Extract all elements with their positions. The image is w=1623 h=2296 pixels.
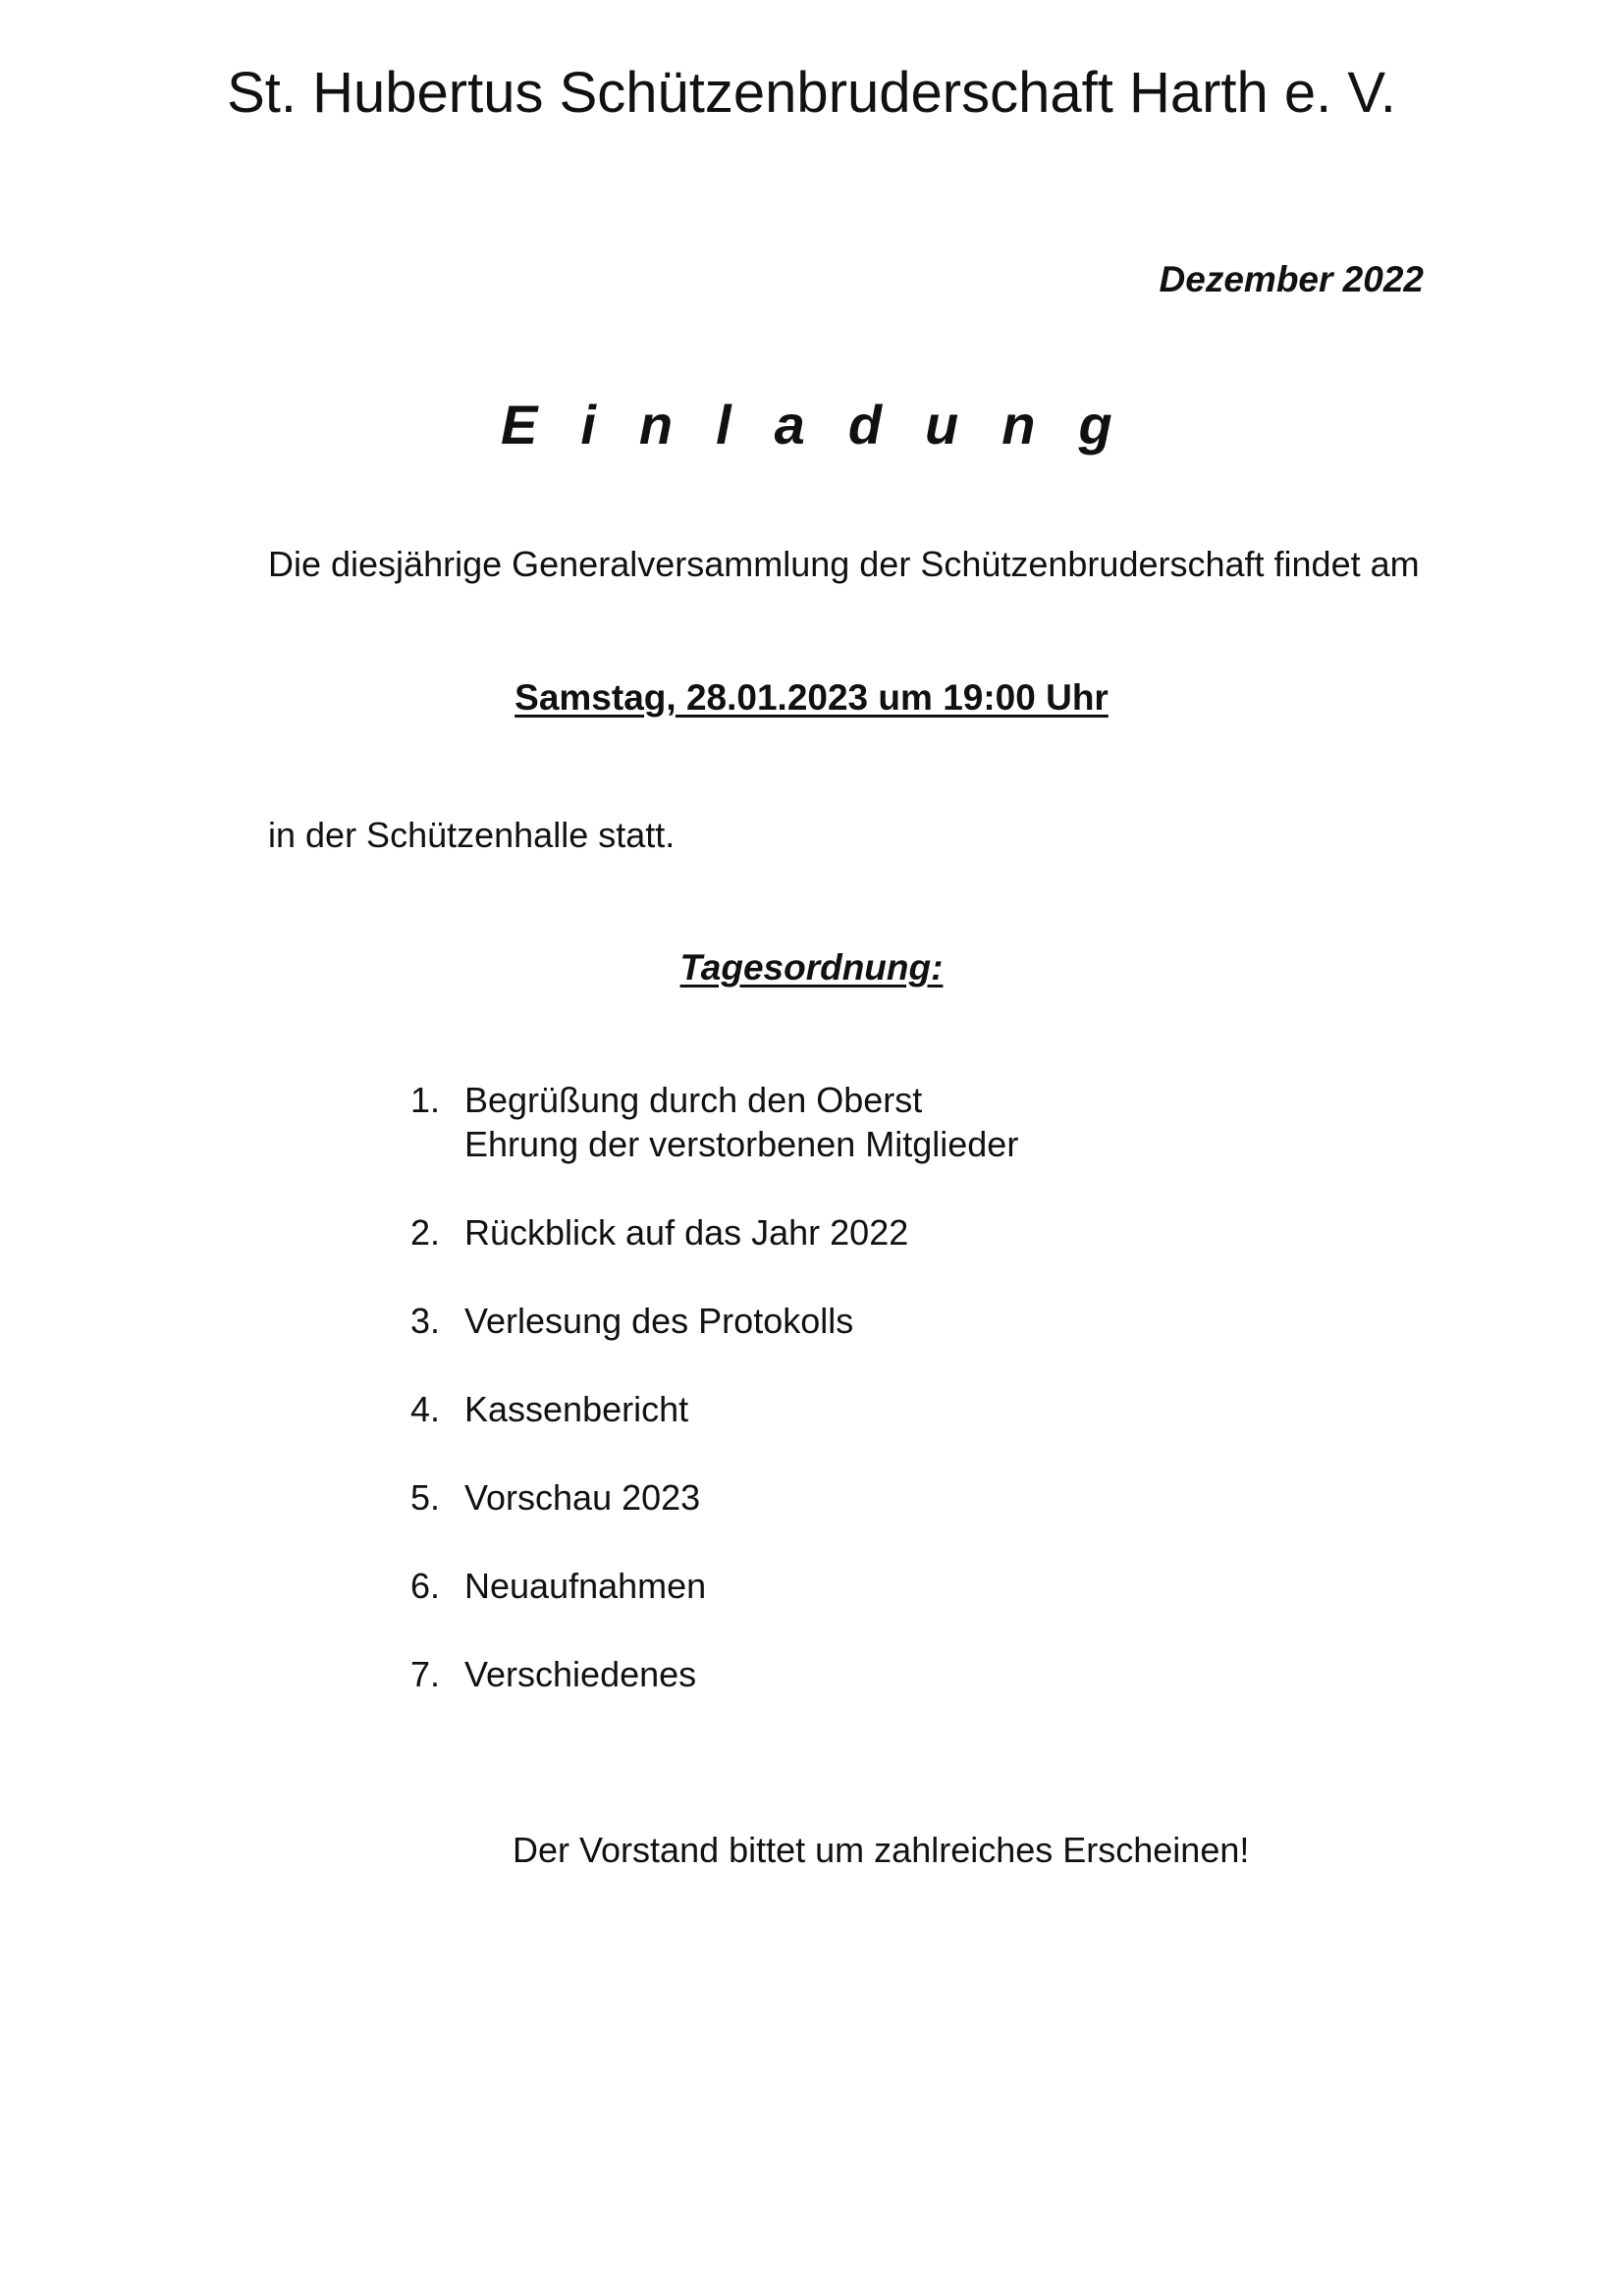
agenda-item-number: 6. [410,1566,441,1606]
agenda-item [410,1475,1018,1520]
venue-text: in der Schützenhalle statt. [268,815,676,855]
agenda-list [410,1078,1018,1740]
agenda-item-text: Kassenbericht [464,1389,689,1429]
organization-title: St. Hubertus Schützenbruderschaft Harth e. V. [227,61,1396,125]
agenda-item-number: 3. [410,1301,441,1341]
agenda-item-number: 2. [410,1212,441,1253]
invitation-heading: Einladung [501,394,1156,455]
agenda-item-number: 4. [410,1389,441,1429]
agenda-item-text: Ehrung der verstorbenen Mitglieder [464,1124,1019,1164]
agenda-item-number: 7. [410,1654,441,1694]
agenda-item [410,1078,1018,1166]
agenda-item [410,1210,1018,1255]
document-date: Dezember 2022 [1159,259,1424,299]
agenda-item [410,1652,1018,1696]
agenda-item-number: 1. [410,1080,441,1120]
agenda-item-text: Vorschau 2023 [464,1477,701,1518]
agenda-item-text: Begrüßung durch den Oberst [464,1080,923,1120]
event-datetime: Samstag, 28.01.2023 um 19:00 Uhr [514,677,1109,718]
agenda-item-text: Verlesung des Protokolls [464,1301,854,1341]
agenda-item [410,1299,1018,1343]
agenda-item [410,1564,1018,1608]
agenda-item-text: Rückblick auf das Jahr 2022 [464,1212,909,1253]
agenda-item [410,1387,1018,1431]
agenda-item-text: Verschiedenes [464,1654,697,1694]
agenda-item-number: 5. [410,1477,441,1518]
intro-paragraph: Die diesjährige Generalversammlung der Schützenbruderschaft findet am [268,544,1420,584]
closing-text: Der Vorstand bittet um zahlreiches Erscheinen! [513,1830,1250,1870]
agenda-title: Tagesordnung: [679,947,944,988]
agenda-item-text: Neuaufnahmen [464,1566,707,1606]
